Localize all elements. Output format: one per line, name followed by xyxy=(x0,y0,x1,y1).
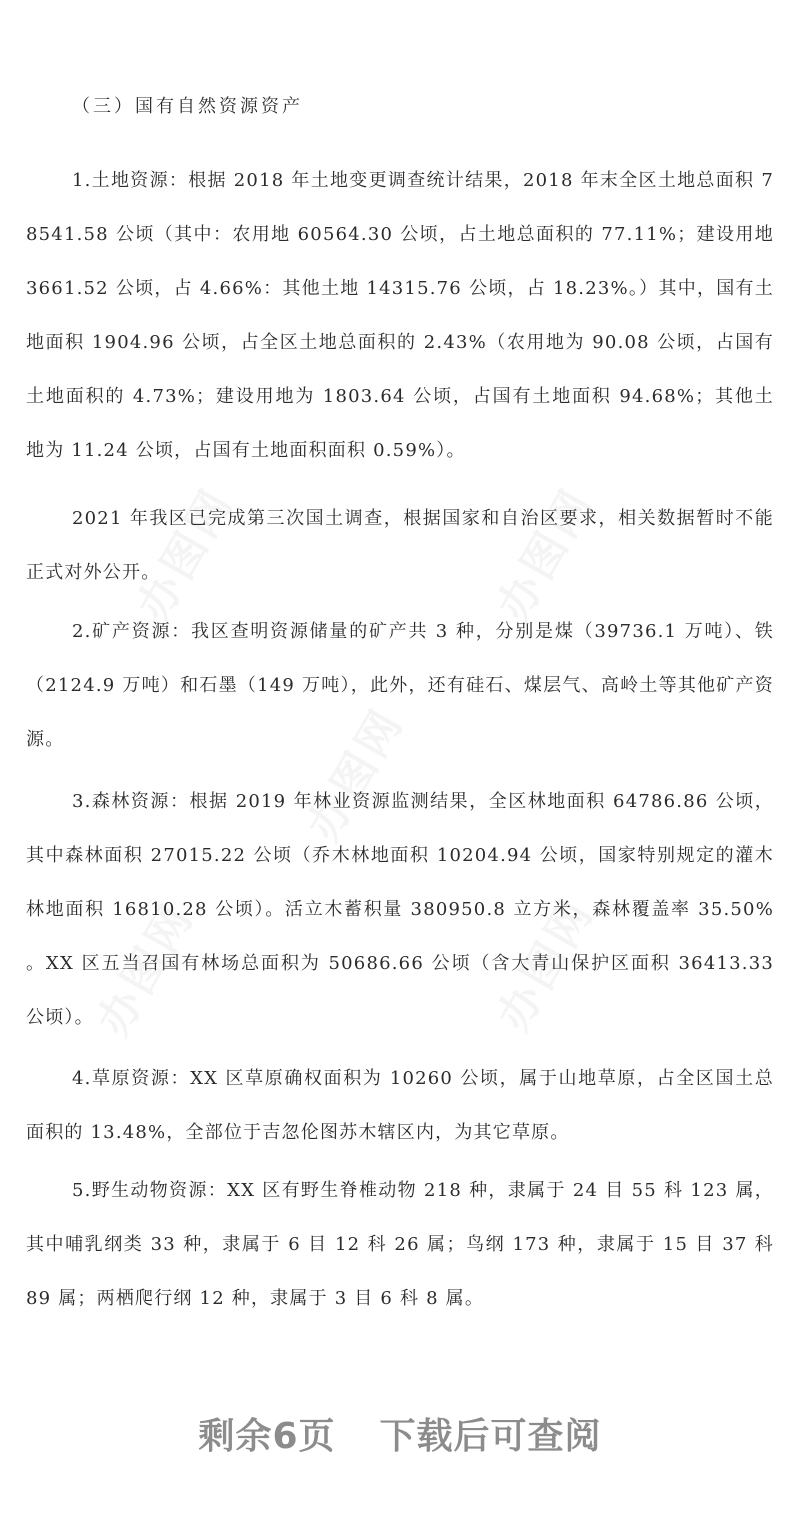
paragraph-land-resources: 1.土地资源：根据 2018 年土地变更调查统计结果，2018 年末全区土地总面积 78541.58 公顷（其中：农用地 60564.30 公顷，占土地总面积的 77.11%；建设用地 3661.52 公顷，占 4.66%：其他土地 14315.76 公顷，占 18.23%。）其中，国有土地面积 1904.96 公顷，占全区土地总面积的 2.43%（农用地为 90.08 公顷，占国有土地面积的 4.73%；建设用地为 1803.64 公顷，占国有土地面积 94.68%；其他土地为 11.24 公顷，占国有土地面积面积 0.59%）。 xyxy=(26,170,774,461)
paragraph-grassland-resources: 4.草原资源：XX 区草原确权面积为 10260 公顷，属于山地草原，占全区国土总面积的 13.48%，全部位于吉忽伦图苏木辖区内，为其它草原。 xyxy=(26,1068,774,1143)
watermark: 办图网 xyxy=(487,479,604,630)
watermark: 办图网 xyxy=(87,894,204,1045)
paragraph-mineral-resources: 2.矿产资源：我区查明资源储量的矿产共 3 种，分别是煤（39736.1 万吨）、铁（2124.9 万吨）和石墨（149 万吨），此外，还有硅石、煤层气、高岭土等其他矿产资源。 xyxy=(26,621,774,750)
paragraph-land-survey-note: 2021 年我区已完成第三次国土调查，根据国家和自治区要求，相关数据暂时不能正式对外公开。 xyxy=(26,508,774,583)
download-to-view-label: 下载后可查阅 xyxy=(379,1416,602,1457)
section-heading: （三）国有自然资源资产 xyxy=(72,96,303,117)
watermark: 办图网 xyxy=(297,699,414,850)
watermark: 办图网 xyxy=(487,889,604,1040)
paragraph-wildlife-resources: 5.野生动物资源：XX 区有野生脊椎动物 218 种，隶属于 24 目 55 科 123 属，其中哺乳纲类 33 种，隶属于 6 目 12 科 26 属；鸟纲 173 种，隶属于 15 目 37 科 89 属；两栖爬行纲 12 种，隶属于 3 目 6 科 8 属。 xyxy=(26,1180,774,1309)
remaining-pages-label: 剩余6页 xyxy=(198,1416,336,1457)
watermark: 办图网 xyxy=(127,479,244,630)
cropped-previous-line xyxy=(0,0,800,6)
paragraph-forest-resources: 3.森林资源：根据 2019 年林业资源监测结果，全区林地面积 64786.86 公顷，其中森林面积 27015.22 公顷（乔木林地面积 10204.94 公顷，国家特别规定的灌木林地面积 16810.28 公顷）。活立木蓄积量 380950.8 立方米，森林覆盖率 35.50%。XX 区五当召国有林场总面积为 50686.66 公顷（含大青山保护区面积 36413.33 公顷）。 xyxy=(26,791,774,1028)
download-prompt-banner[interactable] xyxy=(0,1408,800,1459)
